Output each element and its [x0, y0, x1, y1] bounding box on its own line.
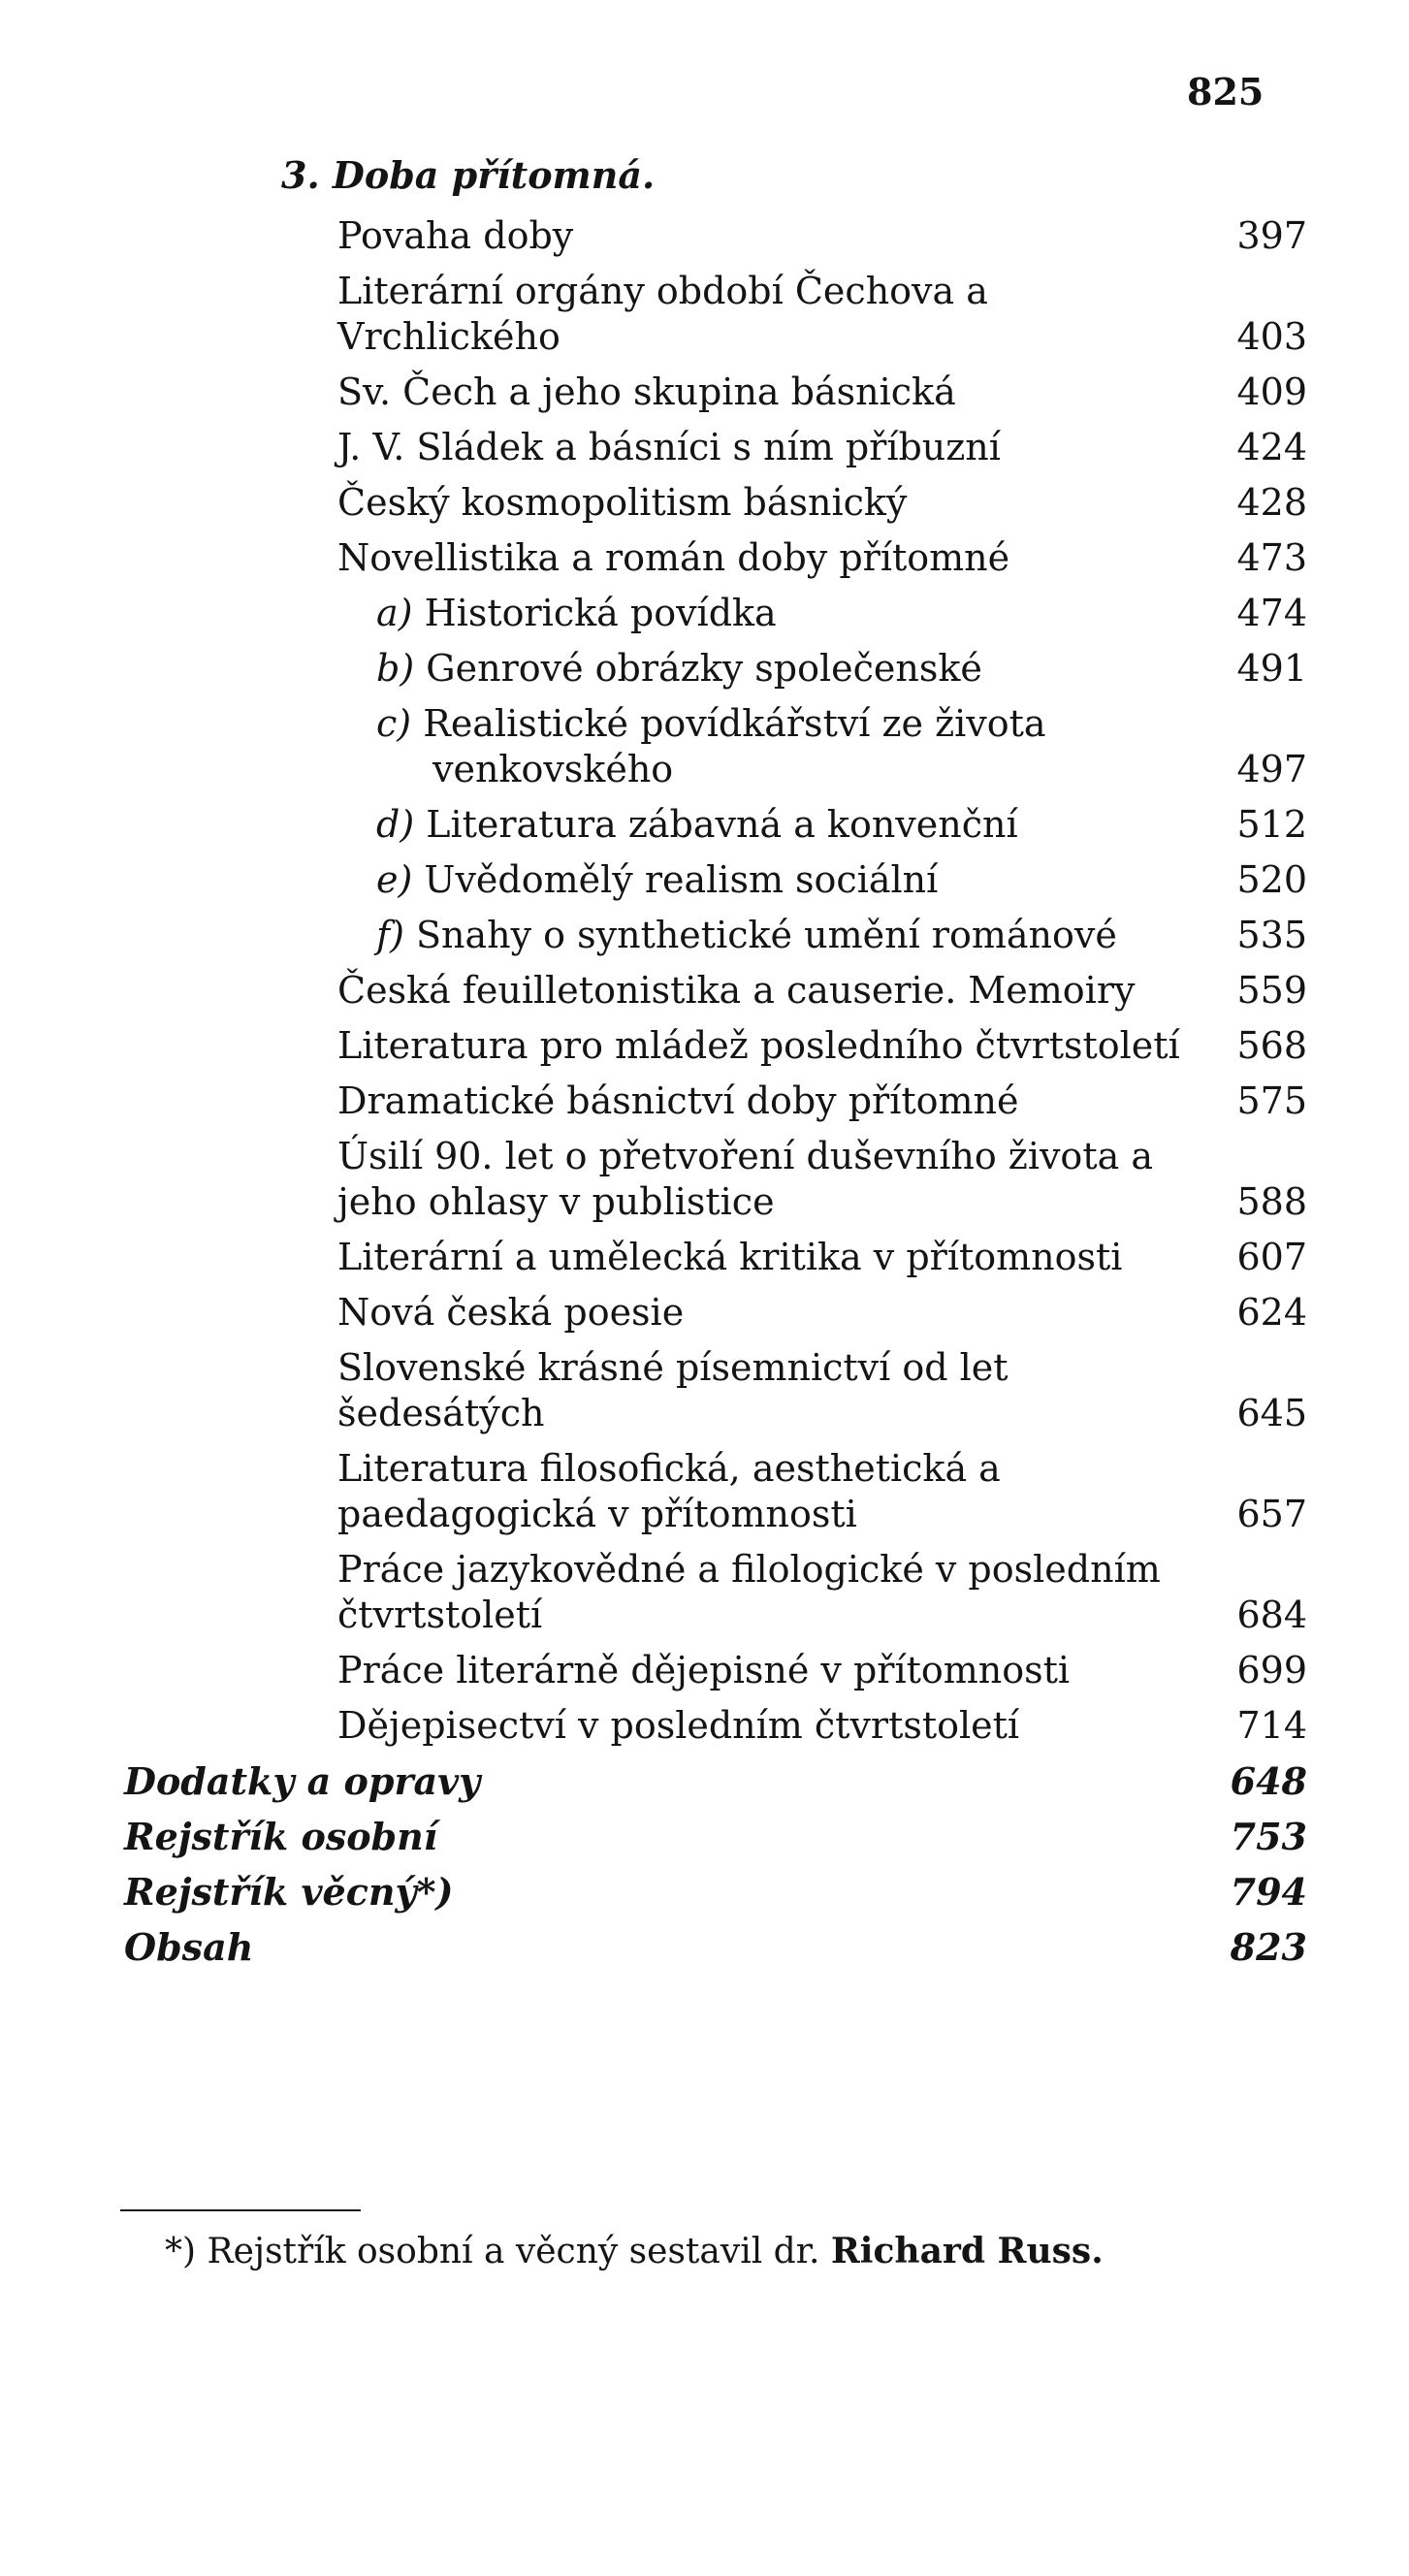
toc-entry-title: Slovenské krásné písemnictví od let šedesátých [337, 1346, 1009, 1434]
toc-entry-title: Literární orgány období Čechova a Vrchlického [337, 270, 988, 358]
toc-entry-title: J. V. Sládek a básníci s ním příbuzní [337, 426, 1001, 468]
toc-entry-page: 657 [1236, 1493, 1307, 1535]
toc-entry-title [124, 701, 1201, 792]
toc-entry [124, 1023, 1307, 1069]
toc-entry [124, 1924, 1307, 1970]
toc-entry-title: Literatura pro mládež posledního čtvrtstoletí [337, 1024, 1180, 1067]
toc-entry [124, 1547, 1307, 1638]
toc-entry-page: 397 [1236, 214, 1307, 257]
toc-entry-page: 753 [1230, 1815, 1307, 1858]
toc-entry-page: 512 [1236, 803, 1307, 846]
toc-entry-letter: f) [376, 914, 404, 956]
toc-entry-title: Rejstřík věcný*) [124, 1870, 454, 1914]
toc-entry [124, 269, 1307, 360]
page-number: 825 [1187, 70, 1265, 113]
toc-entry-page: 588 [1236, 1180, 1307, 1223]
toc-entry-page: 607 [1236, 1236, 1307, 1278]
toc-entry-page: 684 [1236, 1594, 1307, 1636]
toc-entry-title: Obsah [124, 1925, 254, 1969]
toc-entry-page: 409 [1236, 370, 1307, 413]
toc-entry [124, 1703, 1307, 1749]
toc-entry-page: 794 [1230, 1870, 1307, 1914]
toc-entry [124, 425, 1307, 470]
footnote [165, 2231, 1104, 2271]
toc-entry [124, 1446, 1307, 1537]
toc-entry-title: Dramatické básnictví doby přítomné [337, 1079, 1019, 1122]
toc-entry [124, 591, 1307, 636]
toc-entry-title: Povaha doby [337, 214, 574, 257]
toc-entry-text: Literatura zábavná a konvenční [426, 803, 1018, 846]
toc-entry-title: Český kosmopolitism básnický [337, 481, 908, 524]
toc-entry-letter: b) [376, 647, 415, 690]
toc-entry-title: Rejstřík osobní [124, 1815, 438, 1858]
toc-entry-title: Sv. Čech a jeho skupina básnická [337, 370, 956, 413]
toc-entry-text: Realistické povídkářství ze života venkovského [423, 702, 1046, 790]
toc-entry [124, 913, 1307, 958]
section-heading: 3. Doba přítomná. [281, 153, 656, 197]
toc-entry-page: 428 [1236, 481, 1307, 524]
toc-entry-page: 497 [1236, 748, 1307, 790]
toc-entry [124, 1758, 1307, 1804]
toc-entry-title: Úsilí 90. let o přetvoření duševního života a jeho ohlasy v publistice [337, 1135, 1153, 1223]
toc-entry [124, 1869, 1307, 1915]
toc-entry-title: Práce jazykovědné a filologické v posledním čtvrtstoletí [337, 1548, 1161, 1636]
toc-entry-letter: a) [376, 592, 413, 634]
toc-entry-page: 473 [1236, 536, 1307, 579]
toc-entry-page: 403 [1236, 315, 1307, 358]
toc-entry-title [124, 802, 1201, 848]
toc-entry-title: Literatura filosofická, aesthetická a paedagogická v přítomnosti [337, 1447, 1001, 1535]
footnote-divider [120, 2209, 361, 2211]
toc-entry [124, 646, 1307, 692]
toc-entry-text: Historická povídka [424, 592, 777, 634]
toc-entry-page: 568 [1236, 1024, 1307, 1067]
toc-entry-title: Dodatky a opravy [124, 1759, 481, 1803]
toc-entry-page: 624 [1236, 1291, 1307, 1334]
toc-entry-page: 535 [1236, 914, 1307, 956]
toc-entry-page: 645 [1236, 1392, 1307, 1434]
toc-entry [124, 535, 1307, 581]
toc-entry-page: 520 [1236, 858, 1307, 901]
toc-entry-page: 823 [1230, 1925, 1307, 1969]
toc-entry-title [124, 913, 1201, 958]
toc-entry-page: 699 [1236, 1649, 1307, 1691]
footnote-author: Richard Russ. [830, 2231, 1104, 2271]
toc-entry-text: Uvědomělý realism sociální [424, 858, 939, 901]
toc-entry-letter: c) [376, 702, 412, 745]
toc-entry [124, 1235, 1307, 1280]
toc-entry-title: Nová česká poesie [337, 1291, 685, 1334]
toc-entry-letter: d) [376, 803, 415, 846]
toc-entry-title [124, 591, 1201, 636]
toc-entry-text: Genrové obrázky společenské [426, 647, 982, 690]
toc-entry-title: Česká feuilletonistika a causerie. Memoiry [337, 969, 1136, 1012]
toc-entry-page: 648 [1230, 1759, 1307, 1803]
footnote-marker: *) [165, 2232, 197, 2271]
toc-entry [124, 1134, 1307, 1225]
toc-entry-text: Snahy o synthetické umění románové [415, 914, 1117, 956]
toc-entry-title: Literární a umělecká kritika v přítomnosti [337, 1236, 1123, 1278]
toc-entry-letter: e) [376, 858, 413, 901]
toc-entry-page: 424 [1236, 426, 1307, 468]
toc-entry-page: 491 [1236, 647, 1307, 690]
toc-entry [124, 802, 1307, 848]
toc-entry [124, 370, 1307, 415]
toc-entry [124, 1345, 1307, 1436]
toc-entry-page: 714 [1236, 1704, 1307, 1747]
footnote-text: Rejstřík osobní a věcný sestavil dr. [207, 2232, 820, 2271]
toc-entry-title: Novellistika a román doby přítomné [337, 536, 1010, 579]
toc-entry-title [124, 857, 1201, 903]
toc-entry [124, 1079, 1307, 1124]
toc-entry [124, 1814, 1307, 1859]
table-of-contents [124, 213, 1307, 1980]
toc-entry [124, 1290, 1307, 1336]
toc-entry [124, 213, 1307, 259]
toc-entry [124, 701, 1307, 792]
toc-entry-page: 474 [1236, 592, 1307, 634]
toc-entry-title: Dějepisectví v posledním čtvrtstoletí [337, 1704, 1020, 1747]
toc-entry-title: Práce literárně dějepisné v přítomnosti [337, 1649, 1071, 1691]
toc-entry [124, 857, 1307, 903]
toc-entry [124, 1648, 1307, 1693]
toc-entry-page: 575 [1236, 1079, 1307, 1122]
toc-entry [124, 480, 1307, 526]
toc-entry-title [124, 646, 1201, 692]
toc-entry-page: 559 [1236, 969, 1307, 1012]
toc-entry [124, 968, 1307, 1014]
